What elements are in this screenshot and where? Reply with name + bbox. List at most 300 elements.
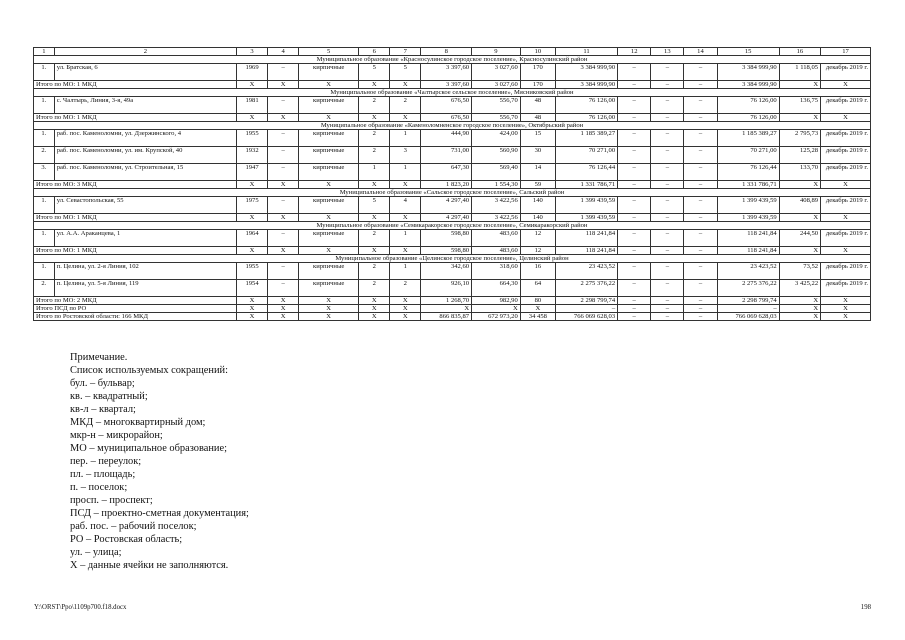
table-cell: –	[651, 280, 684, 297]
total-cell: –	[618, 181, 651, 189]
total-cell: –	[684, 305, 717, 313]
table-cell: 926,10	[421, 280, 472, 297]
total-cell: –	[651, 181, 684, 189]
total-cell: Итого ПСД по РО	[34, 305, 237, 313]
total-cell: Х	[359, 181, 390, 189]
total-cell: Итого по МО: 1 МКД	[34, 81, 237, 89]
total-cell: 170	[520, 81, 555, 89]
total-cell: Х	[779, 81, 820, 89]
total-cell: Х	[821, 214, 871, 222]
total-cell: 48	[520, 114, 555, 122]
table-cell: 4	[390, 197, 421, 214]
total-cell: Х	[821, 181, 871, 189]
table-cell: 1 185 389,27	[555, 130, 617, 147]
table-cell: 483,60	[472, 230, 521, 247]
table-cell: п. Целина, ул. 5-я Линия, 119	[54, 280, 236, 297]
total-cell: Х	[390, 305, 421, 313]
table-cell: 5	[359, 197, 390, 214]
table-cell: 1975	[237, 197, 268, 214]
table-cell: 76 126,00	[717, 97, 779, 114]
table-cell: 664,30	[472, 280, 521, 297]
section-row	[34, 122, 871, 130]
table-cell: –	[268, 263, 299, 280]
table-cell: 444,90	[421, 130, 472, 147]
section-row	[34, 222, 871, 230]
total-cell: 12	[520, 247, 555, 255]
section-row	[34, 56, 871, 64]
note-line: п. – поселок;	[70, 482, 128, 493]
table-row	[34, 164, 871, 181]
housing-table	[33, 47, 871, 321]
total-cell: Х	[821, 81, 871, 89]
total-cell: Х	[268, 81, 299, 89]
table-cell: 408,89	[779, 197, 820, 214]
table-cell: кирпичные	[299, 164, 359, 181]
table-cell: 1981	[237, 97, 268, 114]
total-cell: Х	[299, 297, 359, 305]
table-cell: 3.	[34, 164, 55, 181]
page-number: 198	[860, 604, 871, 611]
total-cell: 118 241,84	[717, 247, 779, 255]
column-number: 11	[555, 48, 617, 56]
table-cell: кирпичные	[299, 197, 359, 214]
total-row	[34, 181, 871, 189]
table-cell: 23 423,52	[555, 263, 617, 280]
table-cell: –	[268, 97, 299, 114]
column-number: 9	[472, 48, 521, 56]
table-row	[34, 280, 871, 297]
note-line: ул. – улица;	[70, 547, 122, 558]
table-cell: декабрь 2019 г.	[821, 97, 871, 114]
total-cell: –	[555, 305, 617, 313]
table-cell: 1 118,05	[779, 64, 820, 81]
table-cell: 598,80	[421, 230, 472, 247]
total-cell: 1 823,20	[421, 181, 472, 189]
total-cell: –	[684, 214, 717, 222]
section-title: Муниципальное образование «Целинское городское поселение», Целинский район	[34, 255, 871, 263]
note-line: Х – данные ячейки не заполняются.	[70, 560, 229, 571]
total-cell: Х	[299, 114, 359, 122]
total-cell: Х	[779, 297, 820, 305]
note-line: просп. – проспект;	[70, 495, 153, 506]
table-cell: –	[618, 263, 651, 280]
table-cell: 125,28	[779, 147, 820, 164]
total-cell: Итого по МО: 1 МКД	[34, 247, 237, 255]
total-cell: Х	[390, 114, 421, 122]
note-line: бул. – бульвар;	[70, 378, 135, 389]
table-cell: –	[684, 197, 717, 214]
note-line: пл. – площадь;	[70, 469, 136, 480]
table-cell: 76 126,00	[555, 97, 617, 114]
table-cell: 2.	[34, 280, 55, 297]
total-cell: Х	[237, 81, 268, 89]
table-cell: раб. пос. Каменоломни, ул. им. Крупской, 40	[54, 147, 236, 164]
total-cell: Х	[299, 313, 359, 321]
total-cell: 672 973,20	[472, 313, 521, 321]
total-cell: Итого по МО: 2 МКД	[34, 297, 237, 305]
total-cell: Х	[390, 181, 421, 189]
column-number: 5	[299, 48, 359, 56]
total-cell: Х	[268, 247, 299, 255]
table-cell: –	[651, 97, 684, 114]
table-cell: –	[268, 230, 299, 247]
total-cell: –	[684, 297, 717, 305]
table-row	[34, 147, 871, 164]
column-number: 15	[717, 48, 779, 56]
total-cell: Х	[821, 297, 871, 305]
table-cell: 2	[359, 147, 390, 164]
table-cell: с. Чалтырь, Линия, 3-я, 49а	[54, 97, 236, 114]
total-cell: Х	[779, 114, 820, 122]
total-cell: 80	[520, 297, 555, 305]
table-cell: 1.	[34, 197, 55, 214]
total-cell: Х	[237, 247, 268, 255]
table-cell: 1 399 439,59	[717, 197, 779, 214]
table-body	[34, 48, 871, 321]
total-cell: –	[684, 81, 717, 89]
total-cell: Х	[268, 214, 299, 222]
total-cell: Х	[237, 313, 268, 321]
table-cell: 731,00	[421, 147, 472, 164]
total-cell: Х	[390, 297, 421, 305]
table-cell: 73,52	[779, 263, 820, 280]
column-number: 6	[359, 48, 390, 56]
table-cell: 48	[520, 97, 555, 114]
total-row	[34, 297, 871, 305]
total-cell: Х	[821, 114, 871, 122]
total-cell: –	[651, 214, 684, 222]
total-cell: Х	[237, 181, 268, 189]
total-cell: Х	[821, 247, 871, 255]
total-cell: Х	[268, 313, 299, 321]
total-cell: –	[717, 305, 779, 313]
column-number: 12	[618, 48, 651, 56]
table-cell: 3 425,22	[779, 280, 820, 297]
table-cell: –	[684, 164, 717, 181]
total-cell: –	[618, 313, 651, 321]
total-cell: 76 126,00	[555, 114, 617, 122]
table-cell: 424,00	[472, 130, 521, 147]
total-cell: –	[618, 81, 651, 89]
grand-total-row	[34, 305, 871, 313]
table-cell: –	[268, 164, 299, 181]
table-cell: –	[268, 280, 299, 297]
total-cell: Х	[421, 305, 472, 313]
total-cell: 483,60	[472, 247, 521, 255]
table-cell: 676,50	[421, 97, 472, 114]
total-cell: Итого по Ростовской области: 166 МКД	[34, 313, 237, 321]
total-cell: Х	[237, 305, 268, 313]
column-number: 3	[237, 48, 268, 56]
total-cell: 866 835,87	[421, 313, 472, 321]
total-cell: –	[651, 297, 684, 305]
table-cell: декабрь 2019 г.	[821, 197, 871, 214]
note-line: пер. – переулок;	[70, 456, 142, 467]
table-cell: –	[684, 263, 717, 280]
total-row	[34, 247, 871, 255]
file-path: Y:\ORST\Ppo\1109p700.f18.docx	[34, 604, 127, 611]
section-row	[34, 89, 871, 97]
table-cell: 1969	[237, 64, 268, 81]
total-cell: 3 384 999,90	[555, 81, 617, 89]
table-cell: 2	[359, 263, 390, 280]
table-cell: 70 271,00	[555, 147, 617, 164]
table-row	[34, 130, 871, 147]
table-cell: –	[268, 64, 299, 81]
table-cell: –	[268, 197, 299, 214]
table-cell: 1	[390, 164, 421, 181]
table-cell: 3	[390, 147, 421, 164]
table-cell: 118 241,84	[555, 230, 617, 247]
table-cell: 569,40	[472, 164, 521, 181]
note-line: МКД – многоквартирный дом;	[70, 417, 206, 428]
total-cell: –	[651, 81, 684, 89]
header-row	[34, 48, 871, 56]
total-cell: 598,80	[421, 247, 472, 255]
column-number: 16	[779, 48, 820, 56]
table-row	[34, 97, 871, 114]
table-row	[34, 263, 871, 280]
total-cell: Итого по МО: 3 МКД	[34, 181, 237, 189]
total-cell: 982,90	[472, 297, 521, 305]
table-cell: 1	[359, 164, 390, 181]
total-cell: 1 331 786,71	[717, 181, 779, 189]
table-cell: 318,60	[472, 263, 521, 280]
total-cell: Х	[821, 313, 871, 321]
table-cell: 1.	[34, 64, 55, 81]
total-cell: Х	[359, 81, 390, 89]
note-line: ПСД – проектно-сметная документация;	[70, 508, 249, 519]
total-cell: Х	[299, 181, 359, 189]
table-cell: декабрь 2019 г.	[821, 130, 871, 147]
table-cell: 76 126,44	[555, 164, 617, 181]
total-cell: 2 298 799,74	[717, 297, 779, 305]
total-cell: –	[618, 114, 651, 122]
total-cell: Х	[359, 214, 390, 222]
section-row	[34, 255, 871, 263]
table-cell: 15	[520, 130, 555, 147]
table-cell: 1.	[34, 130, 55, 147]
note-line: РО – Ростовская область;	[70, 534, 183, 545]
total-cell: 1 399 439,59	[555, 214, 617, 222]
table-cell: –	[651, 197, 684, 214]
table-cell: –	[684, 130, 717, 147]
table-cell: 2	[359, 130, 390, 147]
total-cell: –	[684, 247, 717, 255]
total-cell: 3 027,60	[472, 81, 521, 89]
note-line: мкр-н – микрорайон;	[70, 430, 163, 441]
table-cell: 2	[390, 97, 421, 114]
total-cell: 766 069 628,03	[717, 313, 779, 321]
total-cell: Итого по МО: 1 МКД	[34, 114, 237, 122]
table-cell: 140	[520, 197, 555, 214]
table-cell: –	[684, 147, 717, 164]
table-cell: –	[651, 147, 684, 164]
column-number: 17	[821, 48, 871, 56]
table-cell: 170	[520, 64, 555, 81]
table-cell: кирпичные	[299, 230, 359, 247]
table-cell: 2 795,73	[779, 130, 820, 147]
table-cell: 1947	[237, 164, 268, 181]
total-cell: Х	[359, 114, 390, 122]
note-line: МО – муниципальное образование;	[70, 443, 227, 454]
total-cell: 556,70	[472, 114, 521, 122]
table-cell: –	[618, 130, 651, 147]
table-cell: 560,90	[472, 147, 521, 164]
total-cell: 2 298 799,74	[555, 297, 617, 305]
table-cell: 3 397,60	[421, 64, 472, 81]
table-cell: раб. пос. Каменоломни, ул. Строительная, 15	[54, 164, 236, 181]
table-cell: кирпичные	[299, 147, 359, 164]
total-cell: –	[684, 181, 717, 189]
column-number: 7	[390, 48, 421, 56]
table-cell: 2 275 376,22	[717, 280, 779, 297]
table-cell: 136,75	[779, 97, 820, 114]
table-cell: 2 275 376,22	[555, 280, 617, 297]
table-cell: ул. А.А. Араканцева, 1	[54, 230, 236, 247]
table-cell: 3 027,60	[472, 64, 521, 81]
section-title: Муниципальное образование «Семикаракорское городское поселение», Семикаракорский район	[34, 222, 871, 230]
table-cell: декабрь 2019 г.	[821, 164, 871, 181]
table-cell: кирпичные	[299, 130, 359, 147]
table-cell: 4 297,40	[421, 197, 472, 214]
total-cell: Х	[359, 297, 390, 305]
total-cell: –	[684, 313, 717, 321]
table-cell: 1964	[237, 230, 268, 247]
table-cell: ул. Севастопольская, 55	[54, 197, 236, 214]
total-cell: Х	[268, 305, 299, 313]
total-cell: Х	[268, 181, 299, 189]
table-cell: –	[268, 147, 299, 164]
section-row	[34, 189, 871, 197]
total-cell: Х	[268, 297, 299, 305]
total-cell: 3 384 999,90	[717, 81, 779, 89]
table-cell: –	[618, 64, 651, 81]
table-cell: 30	[520, 147, 555, 164]
table-cell: –	[618, 164, 651, 181]
table-cell: 76 126,44	[717, 164, 779, 181]
table-cell: –	[684, 64, 717, 81]
total-cell: 676,50	[421, 114, 472, 122]
column-number: 8	[421, 48, 472, 56]
table-cell: 23 423,52	[717, 263, 779, 280]
total-cell: Х	[779, 247, 820, 255]
total-cell: 3 397,60	[421, 81, 472, 89]
table-cell: 1932	[237, 147, 268, 164]
table-cell: –	[651, 64, 684, 81]
total-cell: –	[651, 247, 684, 255]
table-cell: 1	[390, 230, 421, 247]
table-cell: 3 384 999,90	[717, 64, 779, 81]
note-line: Список используемых сокращений:	[70, 365, 228, 376]
table-cell: 5	[390, 64, 421, 81]
table-cell: 1.	[34, 263, 55, 280]
total-cell: Х	[299, 247, 359, 255]
table-cell: 12	[520, 230, 555, 247]
table-cell: 5	[359, 64, 390, 81]
total-cell: –	[618, 214, 651, 222]
table-cell: п. Целина, ул. 2-я Линия, 102	[54, 263, 236, 280]
total-row	[34, 81, 871, 89]
total-cell: Х	[268, 114, 299, 122]
table-cell: 118 241,84	[717, 230, 779, 247]
table-cell: раб. пос. Каменоломни, ул. Дзержинского, 4	[54, 130, 236, 147]
total-cell: –	[618, 247, 651, 255]
total-cell: 1 399 439,59	[717, 214, 779, 222]
total-cell: 140	[520, 214, 555, 222]
table-row	[34, 230, 871, 247]
total-cell: –	[618, 297, 651, 305]
table-cell: 556,70	[472, 97, 521, 114]
column-number: 1	[34, 48, 55, 56]
table-cell: –	[684, 97, 717, 114]
table-cell: 14	[520, 164, 555, 181]
section-title: Муниципальное образование «Каменоломненское городское поселение», Октябрьский район	[34, 122, 871, 130]
table-cell: –	[684, 280, 717, 297]
table-row	[34, 64, 871, 81]
table-cell: кирпичные	[299, 263, 359, 280]
table-cell: –	[651, 263, 684, 280]
total-cell: Итого по МО: 1 МКД	[34, 214, 237, 222]
total-cell: Х	[779, 313, 820, 321]
total-row	[34, 214, 871, 222]
total-cell: Х	[390, 247, 421, 255]
note-line: раб. пос. – рабочий поселок;	[70, 521, 197, 532]
total-cell: 1 331 786,71	[555, 181, 617, 189]
column-number: 14	[684, 48, 717, 56]
table-cell: декабрь 2019 г.	[821, 263, 871, 280]
table-cell: кирпичные	[299, 280, 359, 297]
table-cell: –	[618, 230, 651, 247]
table-cell: 2	[359, 97, 390, 114]
table-cell: 3 384 999,90	[555, 64, 617, 81]
table-cell: декабрь 2019 г.	[821, 280, 871, 297]
table-cell: –	[618, 147, 651, 164]
table-cell: –	[651, 230, 684, 247]
grand-total-row	[34, 313, 871, 321]
table-cell: 244,50	[779, 230, 820, 247]
total-row	[34, 114, 871, 122]
table-cell: 1954	[237, 280, 268, 297]
section-title: Муниципальное образование «Чалтырское сельское поселение», Мясниковский район	[34, 89, 871, 97]
table-cell: –	[268, 130, 299, 147]
table-cell: –	[618, 197, 651, 214]
total-cell: Х	[390, 313, 421, 321]
total-cell: Х	[779, 181, 820, 189]
total-cell: Х	[472, 305, 521, 313]
total-cell: Х	[299, 81, 359, 89]
total-cell: 1 554,30	[472, 181, 521, 189]
total-cell: Х	[359, 305, 390, 313]
column-number: 13	[651, 48, 684, 56]
total-cell: 34 458	[520, 313, 555, 321]
total-cell: Х	[359, 247, 390, 255]
total-cell: 76 126,00	[717, 114, 779, 122]
section-title: Муниципальное образование «Красносулинское городское поселение», Красносулинский район	[34, 56, 871, 64]
abbreviations-note	[70, 351, 249, 572]
note-line: кв. – квадратный;	[70, 391, 148, 402]
total-cell: Х	[390, 81, 421, 89]
table-cell: –	[618, 280, 651, 297]
table-cell: декабрь 2019 г.	[821, 147, 871, 164]
total-cell: Х	[237, 214, 268, 222]
table-cell: 647,30	[421, 164, 472, 181]
total-cell: 1 268,70	[421, 297, 472, 305]
note-line: кв-л – квартал;	[70, 404, 136, 415]
table-row	[34, 197, 871, 214]
section-title: Муниципальное образование «Сальское городское поселение», Сальский район	[34, 189, 871, 197]
total-cell: Х	[359, 313, 390, 321]
